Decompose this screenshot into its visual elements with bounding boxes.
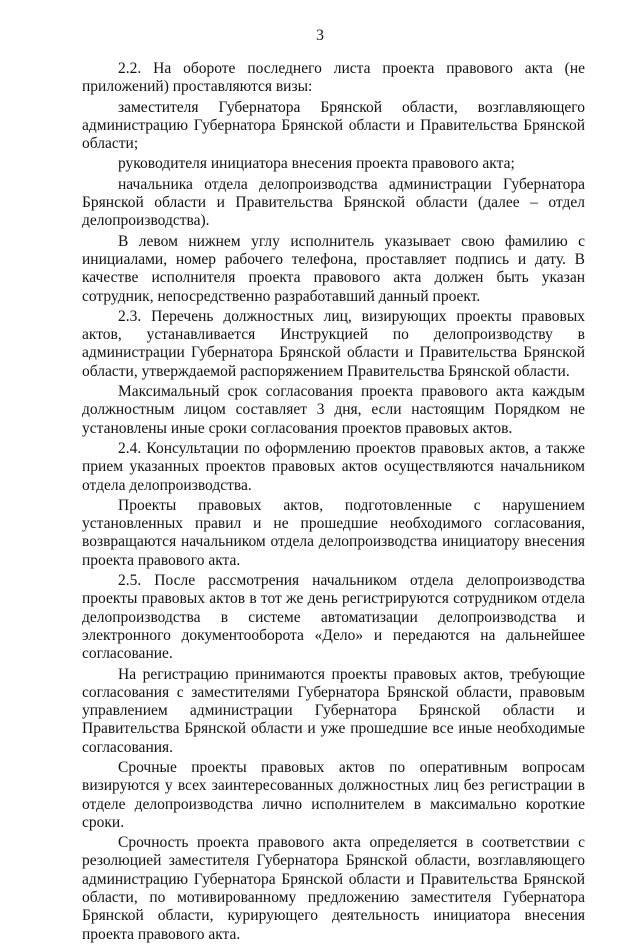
paragraph-2-5: 2.5. После рассмотрения начальником отдела делопроизводства проекты правовых актов в тот же день регистрируются сотрудником отдела делопроизводства в системе автоматизации делопроизводства и электронного документооборота «Дело» и передаются на дальнейшее согласование. bbox=[82, 572, 585, 663]
paragraph-executor-info: В левом нижнем углу исполнитель указывает свою фамилию с инициалами, номер рабочего телефона, проставляет подпись и дату. В качестве исполнителя проекта правового акта должен быть указан сотрудник, непосредственно разработавший данный проект. bbox=[82, 232, 585, 305]
page-number: 3 bbox=[316, 27, 324, 44]
paragraph-return-of-drafts: Проекты правовых актов, подготовленные с нарушением установленных правил и не прошедшие необходимого согласования, возвращаются начальником отдела делопроизводства инициатору внесения проекта правового акта. bbox=[82, 496, 585, 569]
paragraph-visa-deputy-governor: заместителя Губернатора Брянской области, возглавляющего администрацию Губернатора Брянской области и Правительства Брянской области; bbox=[82, 98, 585, 153]
paragraph-registration-conditions: На регистрацию принимаются проекты правовых актов, требующие согласования с заместителями Губернатора Брянской области, правовым управлением администрации Губернатора Брянской области и Правительства Брянской области и уже прошедшие все иные необходимые согласования. bbox=[82, 665, 585, 756]
paragraph-2-4: 2.4. Консультации по оформлению проектов правовых актов, а также прием указанных проектов правовых актов осуществляются начальником отдела делопроизводства. bbox=[82, 439, 585, 494]
paragraph-2-2: 2.2. На обороте последнего листа проекта правового акта (не приложений) проставляются визы: bbox=[82, 60, 585, 96]
paragraph-approval-deadline: Максимальный срок согласования проекта правового акта каждым должностным лицом составляет 3 дня, если настоящим Порядком не установлены иные сроки согласования проектов правовых актов. bbox=[82, 383, 585, 437]
paragraph-visa-records-department-head: начальника отдела делопроизводства администрации Губернатора Брянской области и Правительства Брянской области (далее – отдел делопроизводства). bbox=[82, 175, 585, 230]
document-body bbox=[82, 60, 585, 946]
paragraph-urgent-drafts: Срочные проекты правовых актов по оперативным вопросам визируются у всех заинтересованных должностных лиц без регистрации в отделе делопроизводства лично исполнителем в максимально короткие сроки. bbox=[82, 758, 585, 831]
paragraph-2-3: 2.3. Перечень должностных лиц, визирующих проекты правовых актов, устанавливается Инструкцией по делопроизводству в администрации Губернатора Брянской области и Правительства Брянской области, утверждаемой распоряжением Правительства Брянской области. bbox=[82, 307, 585, 380]
paragraph-visa-initiator-head: руководителя инициатора внесения проекта правового акта; bbox=[118, 155, 515, 173]
paragraph-urgency-determination: Срочность проекта правового акта определяется в соответствии с резолюцией заместителя Губернатора Брянской области, возглавляющего администрацию Губернатора Брянской области и Правительства Брянской области, по мотивированному предложению заместителя Губернатора Брянской области, курирующего деятельность инициатора внесения проекта правового акта. bbox=[82, 834, 585, 943]
